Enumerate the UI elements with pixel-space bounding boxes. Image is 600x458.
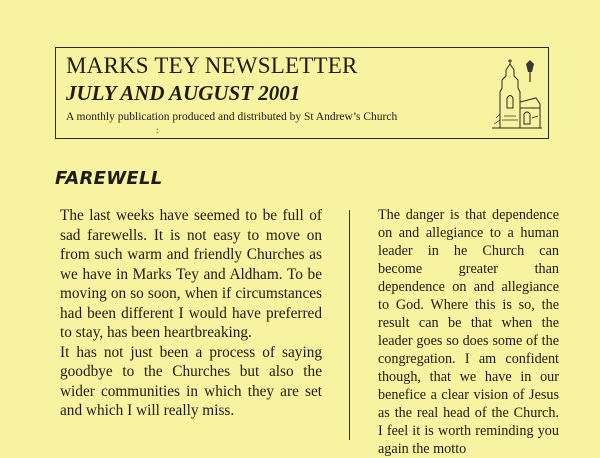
church-tower-icon	[488, 58, 544, 132]
article-paragraph: The danger is that dependence on and allegiance to a human leader in he Church can become greater than dependence on and allegiance to God. Where this is so, the result can be that when the leader goes so does some of the congregation. I am confident though, that we have in our benefice a clear vision of Jesus as the real head of the Church. I feel it is worth reminding you again the motto	[378, 207, 559, 457]
newsletter-title: MARKS TEY NEWSLETTER	[66, 53, 358, 78]
article-paragraph: The last weeks have seemed to be full of sad farewells. It is not easy to move on from such warm and friendly Churches as we have in Marks Tey and Aldham. To be moving on so soon, when if circumstances had been different I would have preferred to stay, has been heartbreaking.	[60, 207, 322, 341]
article-right-column	[378, 206, 559, 457]
newsletter-subtitle: A monthly publication produced and distributed by St Andrew’s Church	[66, 111, 398, 123]
column-divider	[349, 210, 350, 440]
masthead-box	[55, 47, 549, 139]
article-heading: FAREWELL	[55, 168, 163, 189]
article-paragraph: It has not just been a process of saying goodbye to the Churches but also the wider communities in which they are set and which I will really miss.	[60, 343, 322, 419]
stray-mark: :	[156, 125, 159, 135]
article-left-column	[60, 206, 322, 432]
issue-date: JULY AND AUGUST 2001	[66, 81, 301, 105]
